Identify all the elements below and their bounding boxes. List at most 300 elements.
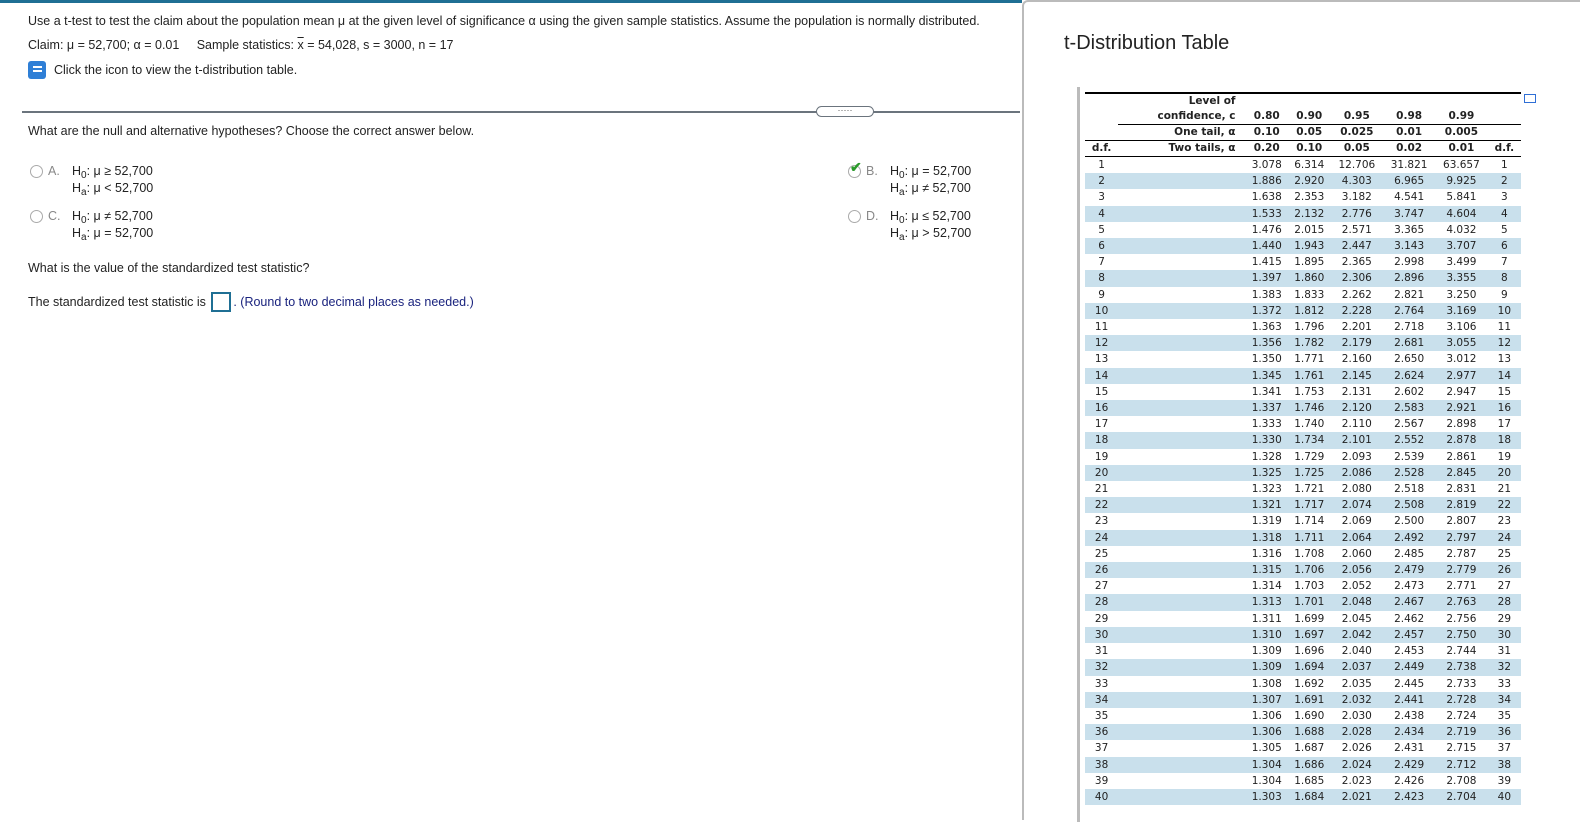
blank-cell xyxy=(1118,757,1245,773)
value-cell: 1.310 xyxy=(1246,627,1289,643)
ha-text: μ > 52,700 xyxy=(911,226,972,240)
value-cell: 1.306 xyxy=(1246,724,1289,740)
value-cell: 3.707 xyxy=(1435,238,1488,254)
value-cell: 1.415 xyxy=(1251,256,1282,269)
df-cell: 25 xyxy=(1094,547,1109,560)
df-cell-right: 18 xyxy=(1488,432,1521,448)
alternative-hypothesis: $H_a$: μ > 52,700 xyxy=(890,226,972,243)
blank-cell xyxy=(1118,676,1245,692)
value-cell: 1.796 xyxy=(1294,321,1325,334)
value-cell: 6.965 xyxy=(1383,173,1435,189)
blank-cell xyxy=(1118,222,1245,238)
value-cell: 2.441 xyxy=(1383,692,1435,708)
blank-cell xyxy=(1118,562,1245,578)
h0-text: μ = 52,700 xyxy=(911,164,972,178)
value-cell: 2.045 xyxy=(1341,612,1372,625)
value-cell: 2.479 xyxy=(1383,562,1435,578)
df-cell: 39 xyxy=(1094,774,1109,787)
value-cell: 1.697 xyxy=(1288,627,1331,643)
df-cell: 18 xyxy=(1085,432,1118,448)
option-d[interactable] xyxy=(848,208,1008,244)
option-letter: C. xyxy=(48,209,61,223)
value-cell: 2.779 xyxy=(1435,562,1488,578)
blank-cell xyxy=(1118,465,1245,481)
table-row xyxy=(1085,530,1521,546)
df-cell: 21 xyxy=(1094,483,1109,496)
blank-cell xyxy=(1118,400,1245,416)
value-cell: 1.943 xyxy=(1288,238,1331,254)
table-link-label: Click the icon to view the t-distribution table. xyxy=(54,63,298,77)
value-cell: 3.365 xyxy=(1394,223,1425,236)
value-cell: 2.453 xyxy=(1394,645,1425,658)
value-cell: 1.725 xyxy=(1288,465,1331,481)
blank-cell xyxy=(1118,449,1245,465)
value-cell: 1.328 xyxy=(1251,450,1282,463)
value-cell: 2.756 xyxy=(1446,612,1477,625)
value-cell: 1.699 xyxy=(1294,612,1325,625)
value-cell: 1.341 xyxy=(1251,385,1282,398)
df-cell: 13 xyxy=(1094,353,1109,366)
table-row xyxy=(1085,740,1521,756)
df-cell-right: 39 xyxy=(1497,774,1512,787)
value-cell: 2.724 xyxy=(1446,709,1477,722)
table-row xyxy=(1085,416,1521,432)
df-cell: 38 xyxy=(1085,757,1118,773)
value-cell: 1.714 xyxy=(1294,515,1325,528)
value-cell: 2.023 xyxy=(1341,774,1372,787)
value-cell: 2.898 xyxy=(1446,418,1477,431)
question-intro: Use a t-test to test the claim about the population mean μ at the given level of significance α using the given sample statistics. Assume the population is normally distributed. xyxy=(28,14,980,28)
value-cell: 1.303 xyxy=(1246,789,1289,805)
value-cell: 1.717 xyxy=(1288,497,1331,513)
value-cell: 2.132 xyxy=(1288,206,1331,222)
blank-cell xyxy=(1118,238,1245,254)
df-cell-right: 36 xyxy=(1488,724,1521,740)
df-cell-right: 2 xyxy=(1488,173,1521,189)
alternative-hypothesis: $H_a$: μ ≠ 52,700 xyxy=(890,181,971,198)
df-cell-right: 9 xyxy=(1501,288,1508,301)
df-cell: 4 xyxy=(1085,206,1118,222)
ha-text: μ < 52,700 xyxy=(93,181,154,195)
value-cell: 2.807 xyxy=(1446,515,1477,528)
blank-cell xyxy=(1118,740,1245,756)
table-scroll-area[interactable] xyxy=(1077,87,1529,822)
table-row xyxy=(1085,189,1521,205)
value-cell: 2.998 xyxy=(1394,256,1425,269)
df-cell-right: 35 xyxy=(1497,709,1512,722)
df-cell-right: 31 xyxy=(1497,645,1512,658)
df-cell: 12 xyxy=(1085,335,1118,351)
blank-cell xyxy=(1118,659,1245,675)
h0-subscript: 0 xyxy=(899,170,905,181)
blank-cell xyxy=(1118,773,1245,789)
two-tail-value: 0.02 xyxy=(1383,141,1435,157)
table-row xyxy=(1085,513,1521,529)
blank-cell xyxy=(1118,611,1245,627)
blank-cell xyxy=(1118,254,1245,270)
value-cell: 2.056 xyxy=(1331,562,1384,578)
blank-cell xyxy=(1118,416,1245,432)
value-cell: 2.602 xyxy=(1394,385,1425,398)
value-cell: 1.440 xyxy=(1246,238,1289,254)
df-cell: 2 xyxy=(1085,173,1118,189)
table-row xyxy=(1085,173,1521,189)
radio-button[interactable] xyxy=(30,210,43,223)
value-cell: 4.541 xyxy=(1394,191,1425,204)
value-cell: 2.896 xyxy=(1383,270,1435,286)
value-cell: 2.101 xyxy=(1331,432,1384,448)
xbar-symbol: $\overline{x}$ xyxy=(297,38,304,52)
radio-button[interactable] xyxy=(848,210,861,223)
h-symbol: H xyxy=(72,209,82,223)
table-row xyxy=(1085,206,1521,222)
value-cell: 1.318 xyxy=(1246,530,1289,546)
blank-cell xyxy=(1118,189,1245,205)
level-value: 0.80 xyxy=(1246,109,1289,125)
null-hypothesis: $H_0$: μ ≤ 52,700 xyxy=(890,209,971,226)
value-cell: 1.316 xyxy=(1251,547,1282,560)
value-cell: 2.423 xyxy=(1383,789,1435,805)
value-cell: 2.179 xyxy=(1331,335,1384,351)
df-cell-right: 5 xyxy=(1501,223,1508,236)
df-cell: 24 xyxy=(1085,530,1118,546)
value-cell: 2.060 xyxy=(1341,547,1372,560)
value-cell: 1.684 xyxy=(1288,789,1331,805)
value-cell: 2.704 xyxy=(1435,789,1488,805)
part2-prompt: What is the value of the standardized test statistic? xyxy=(28,261,310,275)
blank-cell xyxy=(1118,789,1245,805)
df-cell-right: 10 xyxy=(1488,303,1521,319)
h-symbol: H xyxy=(890,226,900,240)
value-cell: 1.350 xyxy=(1251,353,1282,366)
df-cell-right: 12 xyxy=(1488,335,1521,351)
value-cell: 3.182 xyxy=(1341,191,1372,204)
df-cell-right: 29 xyxy=(1497,612,1512,625)
value-cell: 1.309 xyxy=(1251,645,1282,658)
value-cell: 1.694 xyxy=(1288,659,1331,675)
level-label: Level of xyxy=(1118,93,1245,109)
value-cell: 1.533 xyxy=(1246,206,1289,222)
df-cell: 36 xyxy=(1085,724,1118,740)
table-row xyxy=(1085,708,1521,724)
table-row xyxy=(1085,238,1521,254)
h-symbol: H xyxy=(890,209,900,223)
value-cell: 2.093 xyxy=(1341,450,1372,463)
value-cell: 2.681 xyxy=(1383,335,1435,351)
table-row xyxy=(1085,303,1521,319)
df-cell: 9 xyxy=(1098,288,1105,301)
value-cell: 1.314 xyxy=(1251,580,1282,593)
table-row xyxy=(1085,465,1521,481)
blank-cell xyxy=(1118,432,1245,448)
null-hypothesis: $H_0$: μ ≠ 52,700 xyxy=(72,209,153,226)
option-c[interactable] xyxy=(30,208,190,244)
df-cell-right: 4 xyxy=(1488,206,1521,222)
value-cell: 1.753 xyxy=(1294,385,1325,398)
value-cell: 1.311 xyxy=(1251,612,1282,625)
value-cell: 1.895 xyxy=(1294,256,1325,269)
df-cell-right: 26 xyxy=(1488,562,1521,578)
df-cell-right: 7 xyxy=(1501,256,1508,269)
option-a[interactable] xyxy=(30,163,190,199)
df-cell: 6 xyxy=(1085,238,1118,254)
df-cell: 34 xyxy=(1085,692,1118,708)
ha-subscript: a xyxy=(81,187,87,198)
df-cell: 14 xyxy=(1085,368,1118,384)
value-cell: 1.372 xyxy=(1246,303,1289,319)
one-tail-value: 0.05 xyxy=(1288,125,1331,141)
value-cell: 2.771 xyxy=(1446,580,1477,593)
value-cell: 1.313 xyxy=(1246,594,1289,610)
df-cell-right: 14 xyxy=(1488,368,1521,384)
table-row xyxy=(1085,351,1521,367)
answer-prefix: The standardized test statistic is xyxy=(28,295,206,309)
value-cell: 1.337 xyxy=(1246,400,1289,416)
value-cell: 1.771 xyxy=(1294,353,1325,366)
value-cell: 2.733 xyxy=(1446,677,1477,690)
df-cell: 35 xyxy=(1094,709,1109,722)
two-tail-label: Two tails, α xyxy=(1118,141,1245,157)
value-cell: 2.712 xyxy=(1435,757,1488,773)
blank-cell xyxy=(1118,368,1245,384)
null-hypothesis: $H_0$: μ ≥ 52,700 xyxy=(72,164,153,181)
table-row xyxy=(1085,319,1521,335)
df-cell-right: 21 xyxy=(1497,483,1512,496)
blank-cell xyxy=(1118,546,1245,562)
value-cell: 1.321 xyxy=(1246,497,1289,513)
value-cell: 1.687 xyxy=(1294,742,1325,755)
ha-text: μ ≠ 52,700 xyxy=(911,181,971,195)
value-cell: 2.037 xyxy=(1331,659,1384,675)
top-accent-bar xyxy=(0,0,1022,3)
value-cell: 2.744 xyxy=(1446,645,1477,658)
df-cell-right: 23 xyxy=(1497,515,1512,528)
df-cell-right: 28 xyxy=(1488,594,1521,610)
table-row xyxy=(1085,789,1521,805)
table-row xyxy=(1085,676,1521,692)
value-cell: 2.262 xyxy=(1341,288,1372,301)
ha-subscript: a xyxy=(899,232,905,243)
value-cell: 1.734 xyxy=(1288,432,1331,448)
df-cell: 10 xyxy=(1085,303,1118,319)
blank-cell xyxy=(1118,724,1245,740)
value-cell: 2.861 xyxy=(1446,450,1477,463)
table-link[interactable] xyxy=(28,61,297,79)
value-cell: 2.787 xyxy=(1446,547,1477,560)
df-cell-right: 22 xyxy=(1488,497,1521,513)
df-cell: 3 xyxy=(1098,191,1105,204)
value-cell: 1.686 xyxy=(1288,757,1331,773)
value-cell: 2.035 xyxy=(1341,677,1372,690)
value-cell: 1.703 xyxy=(1294,580,1325,593)
value-cell: 1.886 xyxy=(1246,173,1289,189)
ha-subscript: a xyxy=(899,187,905,198)
value-cell: 2.708 xyxy=(1446,774,1477,787)
value-cell: 1.397 xyxy=(1246,270,1289,286)
value-cell: 2.528 xyxy=(1383,465,1435,481)
value-cell: 2.492 xyxy=(1383,530,1435,546)
book-icon[interactable] xyxy=(28,61,46,79)
resize-handle[interactable]: ····· xyxy=(816,106,874,117)
blank-cell xyxy=(1118,481,1245,497)
h-symbol: H xyxy=(72,226,82,240)
stats-values: = 54,028, s = 3000, n = 17 xyxy=(307,38,454,52)
option-letter: B. xyxy=(866,164,878,178)
h0-subscript: 0 xyxy=(81,170,87,181)
value-cell: 2.449 xyxy=(1383,659,1435,675)
blank-cell xyxy=(1118,384,1245,400)
answer-input[interactable] xyxy=(211,292,231,312)
df-cell-right: 24 xyxy=(1488,530,1521,546)
value-cell: 1.685 xyxy=(1294,774,1325,787)
blank-cell xyxy=(1118,708,1245,724)
df-cell-right: 15 xyxy=(1497,385,1512,398)
value-cell: 2.447 xyxy=(1331,238,1384,254)
blank-cell xyxy=(1118,578,1245,594)
one-tail-value: 0.005 xyxy=(1435,125,1488,141)
value-cell: 2.201 xyxy=(1341,321,1372,334)
blank-cell xyxy=(1118,692,1245,708)
df-cell-right: 13 xyxy=(1497,353,1512,366)
table-row xyxy=(1085,287,1521,303)
value-cell: 2.776 xyxy=(1331,206,1384,222)
df-cell-right: 30 xyxy=(1488,627,1521,643)
value-cell: 1.746 xyxy=(1288,400,1331,416)
df-cell: 5 xyxy=(1098,223,1105,236)
df-cell: 7 xyxy=(1098,256,1105,269)
answer-hint: . (Round to two decimal places as needed.) xyxy=(233,295,474,309)
table-row xyxy=(1085,432,1521,448)
value-cell: 2.024 xyxy=(1331,757,1384,773)
df-cell: 19 xyxy=(1094,450,1109,463)
value-cell: 2.032 xyxy=(1331,692,1384,708)
value-cell: 2.042 xyxy=(1331,627,1384,643)
value-cell: 2.539 xyxy=(1394,450,1425,463)
one-tail-value: 0.01 xyxy=(1383,125,1435,141)
value-cell: 1.305 xyxy=(1251,742,1282,755)
value-cell: 2.831 xyxy=(1446,483,1477,496)
df-cell-right: 34 xyxy=(1488,692,1521,708)
answer-line xyxy=(28,292,474,312)
df-cell: 16 xyxy=(1085,400,1118,416)
table-row xyxy=(1085,368,1521,384)
value-cell: 1.309 xyxy=(1246,659,1289,675)
stats-prefix: Sample statistics: xyxy=(196,38,294,52)
value-cell: 2.160 xyxy=(1341,353,1372,366)
ha-subscript: a xyxy=(81,232,87,243)
blank-cell xyxy=(1118,319,1245,335)
value-cell: 1.323 xyxy=(1251,483,1282,496)
value-cell: 1.304 xyxy=(1251,774,1282,787)
df-cell-right: 3 xyxy=(1501,191,1508,204)
df-cell: 30 xyxy=(1085,627,1118,643)
blank-cell xyxy=(1118,303,1245,319)
table-row xyxy=(1085,562,1521,578)
table-row xyxy=(1085,270,1521,286)
value-cell: 1.696 xyxy=(1294,645,1325,658)
df-cell-right: 37 xyxy=(1497,742,1512,755)
level-value: 0.90 xyxy=(1288,109,1331,125)
value-cell: 1.325 xyxy=(1246,465,1289,481)
option-b[interactable] xyxy=(848,159,1008,199)
radio-button[interactable] xyxy=(30,165,43,178)
value-cell: 2.015 xyxy=(1294,223,1325,236)
df-label: d.f. xyxy=(1085,141,1118,157)
value-cell: 3.355 xyxy=(1435,270,1488,286)
value-cell: 2.074 xyxy=(1331,497,1384,513)
h-symbol: H xyxy=(72,181,82,195)
alternative-hypothesis: $H_a$: μ < 52,700 xyxy=(72,181,154,198)
value-cell: 2.821 xyxy=(1394,288,1425,301)
value-cell: 2.048 xyxy=(1331,594,1384,610)
df-cell-right: 40 xyxy=(1488,789,1521,805)
value-cell: 3.169 xyxy=(1435,303,1488,319)
value-cell: 2.131 xyxy=(1341,385,1372,398)
value-cell: 2.763 xyxy=(1435,594,1488,610)
panel-title: t-Distribution Table xyxy=(1064,32,1230,54)
value-cell: 2.457 xyxy=(1383,627,1435,643)
value-cell: 2.728 xyxy=(1435,692,1488,708)
table-row xyxy=(1085,254,1521,270)
table-row xyxy=(1085,335,1521,351)
df-cell: 22 xyxy=(1085,497,1118,513)
claim: Claim: μ = 52,700; α = 0.01 xyxy=(28,38,180,52)
value-cell: 2.845 xyxy=(1435,465,1488,481)
value-cell: 2.026 xyxy=(1341,742,1372,755)
value-cell: 2.485 xyxy=(1394,547,1425,560)
value-cell: 63.657 xyxy=(1443,159,1480,171)
blank-cell xyxy=(1118,157,1245,174)
value-cell: 1.333 xyxy=(1251,418,1282,431)
value-cell: 3.499 xyxy=(1446,256,1477,269)
value-cell: 3.055 xyxy=(1435,335,1488,351)
df-cell-right: 27 xyxy=(1497,580,1512,593)
claim-line xyxy=(28,38,454,52)
blank-cell xyxy=(1118,206,1245,222)
blank-cell xyxy=(1118,173,1245,189)
df-cell-right: 17 xyxy=(1497,418,1512,431)
df-cell: 33 xyxy=(1094,677,1109,690)
value-cell: 1.330 xyxy=(1246,432,1289,448)
blank-cell xyxy=(1118,627,1245,643)
ha-text: μ = 52,700 xyxy=(93,226,154,240)
h0-text: μ ≠ 52,700 xyxy=(93,209,153,223)
value-cell: 2.473 xyxy=(1394,580,1425,593)
two-tail-value: 0.20 xyxy=(1246,141,1289,157)
df-cell: 32 xyxy=(1085,659,1118,675)
one-tail-value: 0.10 xyxy=(1246,125,1289,141)
df-cell: 37 xyxy=(1094,742,1109,755)
value-cell: 2.021 xyxy=(1331,789,1384,805)
value-cell: 3.106 xyxy=(1446,321,1477,334)
value-cell: 1.319 xyxy=(1251,515,1282,528)
value-cell: 2.571 xyxy=(1341,223,1372,236)
value-cell: 2.715 xyxy=(1446,742,1477,755)
value-cell: 1.307 xyxy=(1246,692,1289,708)
popout-icon[interactable] xyxy=(1524,94,1536,103)
h-symbol: H xyxy=(890,181,900,195)
table-row xyxy=(1085,157,1521,174)
level-label-2: confidence, c xyxy=(1118,109,1245,125)
value-cell: 3.078 xyxy=(1251,159,1282,171)
value-cell: 2.878 xyxy=(1435,432,1488,448)
value-cell: 2.508 xyxy=(1383,497,1435,513)
h-symbol: H xyxy=(72,164,82,178)
df-cell-right: 38 xyxy=(1488,757,1521,773)
value-cell: 1.833 xyxy=(1294,288,1325,301)
value-cell: 2.445 xyxy=(1394,677,1425,690)
table-row xyxy=(1085,611,1521,627)
